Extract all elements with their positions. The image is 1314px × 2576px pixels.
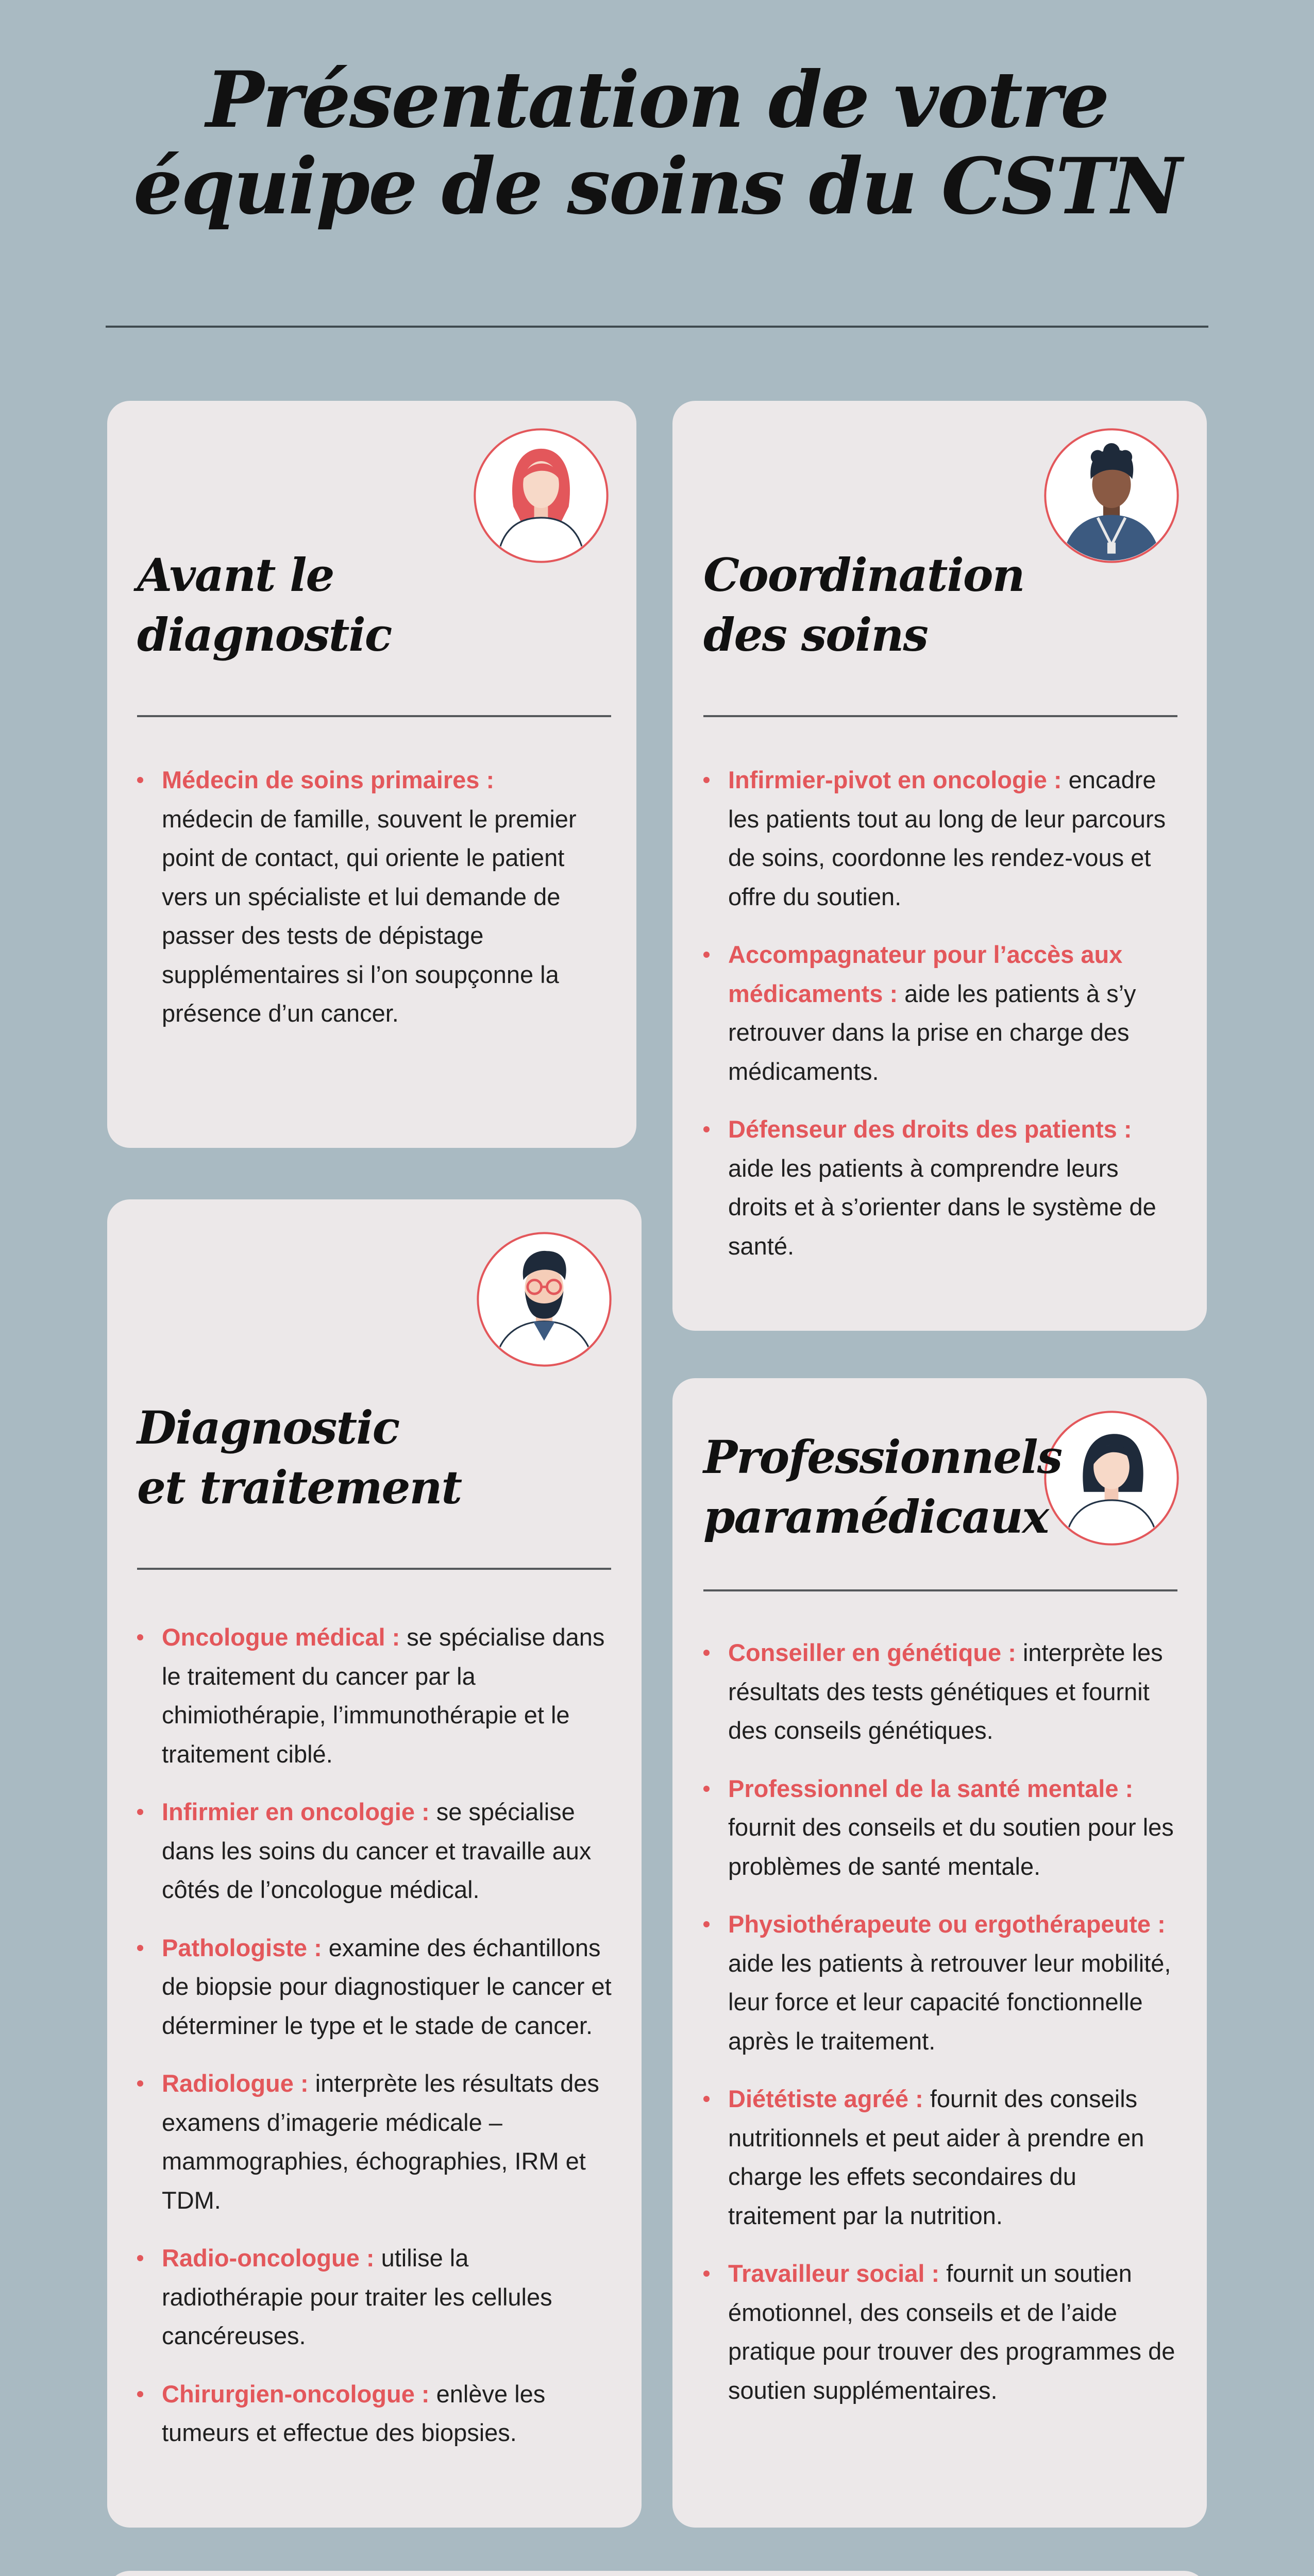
card-avant-diagnostic (107, 401, 636, 1148)
role-term: Infirmier en oncologie : (162, 1798, 430, 1825)
list-item (137, 1792, 614, 1909)
role-term: Professionnel de la santé mentale : (728, 1774, 1134, 1802)
doctor-glasses-beard-icon (475, 1230, 613, 1368)
role-term: Accompagnateur pour l’accès aux médicaments : (728, 941, 1123, 1007)
role-description: fournit un soutien émotionnel, des conseils et de l’aide pratique pour trouver des programmes de soutien supplémentaires. (728, 2260, 1175, 2404)
role-description: aide les patients à comprendre leurs droits et à s’orienter dans le système de santé. (728, 1154, 1156, 1260)
role-description: examine des échantillons de biopsie pour diagnostiquer le cancer et déterminer le type et le stade de cancer. (162, 1934, 612, 2039)
list-item (137, 2064, 614, 2219)
card-divider (703, 715, 1177, 717)
list-item (703, 760, 1170, 916)
card-title-line-1: Diagnostic (137, 1401, 399, 1454)
role-term: Physiothérapeute ou ergothérapeute : (728, 1910, 1166, 1938)
list-item (137, 2239, 614, 2355)
list-item (703, 1905, 1183, 2060)
role-term: Travailleur social : (728, 2260, 940, 2287)
role-description: enlève les tumeurs et effectue des biopsies. (162, 2380, 546, 2446)
role-term: Pathologiste : (162, 1934, 322, 1961)
card-title-line-2: paramédicaux (703, 1490, 1049, 1544)
card-title-line-1: Coordination (703, 548, 1024, 602)
list-item (703, 2079, 1183, 2235)
role-term: Infirmier-pivot en oncologie : (728, 766, 1062, 793)
role-description: aide les patients à s’y retrouver dans la prise en charge des médicaments. (728, 979, 1136, 1085)
role-list (137, 1618, 614, 2471)
woman-red-hair-icon (472, 427, 610, 565)
role-list (703, 760, 1170, 1284)
card-coordination-soins (672, 401, 1207, 1331)
list-item (703, 935, 1170, 1091)
card-divider (703, 1589, 1177, 1591)
card-title-line-2: diagnostic (137, 608, 392, 662)
list-item (703, 1633, 1183, 1750)
role-term: Défenseur des droits des patients : (728, 1115, 1132, 1143)
role-description: aide les patients à retrouver leur mobilité, leur force et leur capacité fonctionnelle après le traitement. (728, 1949, 1171, 2055)
card-title (137, 545, 391, 665)
page-title-line-2: équipe de soins du CSTN (133, 141, 1181, 232)
list-item (137, 1928, 614, 2045)
man-lanyard-icon (1042, 427, 1181, 565)
card-title-line-1: Avant le (137, 548, 334, 602)
card-title (703, 1427, 1062, 1547)
card-title-line-1: Professionnels (703, 1430, 1062, 1484)
title-divider (106, 326, 1208, 328)
page-title (0, 57, 1314, 230)
role-term: Conseiller en génétique : (728, 1639, 1016, 1666)
role-description: interprète les résultats des tests génétiques et fournit des conseils génétiques. (728, 1639, 1163, 1744)
list-item (703, 2254, 1183, 2410)
list-item (137, 760, 591, 1033)
card-divider (137, 715, 611, 717)
woman-bob-hair-icon (1042, 1409, 1181, 1547)
list-item (137, 1618, 614, 1773)
role-term: Diététiste agréé : (728, 2085, 923, 2112)
role-description: interprète les résultats des examens d’imagerie médicale – mammographies, échographies, IRM et TDM. (162, 2070, 599, 2214)
card-title-line-2: et traitement (137, 1461, 462, 1514)
role-description: fournit des conseils nutritionnels et peut aider à prendre en charge les effets secondaires du traitement par la nutrition. (728, 2085, 1144, 2229)
role-list (703, 1633, 1183, 2429)
role-term: Médecin de soins primaires : (162, 766, 495, 793)
role-term: Radio-oncologue : (162, 2244, 375, 2272)
list-item (703, 1769, 1183, 1886)
role-description: fournit des conseils et du soutien pour les problèmes de santé mentale. (728, 1814, 1174, 1880)
card-title (137, 1398, 461, 1517)
card-divider (137, 1568, 611, 1570)
list-item (703, 1110, 1170, 1265)
page-title-line-1: Présentation de votre (206, 55, 1108, 145)
role-description: encadre les patients tout au long de leur parcours de soins, coordonne les rendez-vous et offre du soutien. (728, 766, 1166, 910)
card-professionnels-paramedicaux (672, 1378, 1207, 2528)
role-term: Radiologue : (162, 2070, 309, 2097)
role-description: médecin de famille, souvent le premier point de contact, qui oriente le patient vers un spécialiste et lui demande de passer des tests de dépistage supplémentaires si l’on soupçonne la présence d’un cancer. (162, 805, 577, 1027)
role-list (137, 760, 591, 1052)
role-description: utilise la radiothérapie pour traiter les cellules cancéreuses. (162, 2244, 552, 2349)
card-diagnostic-traitement (107, 1199, 642, 2528)
card-title-line-2: des soins (703, 608, 928, 662)
role-description: se spécialise dans le traitement du cancer par la chimiothérapie, l’immunothérapie et le traitement ciblé. (162, 1623, 605, 1768)
role-description: se spécialise dans les soins du cancer et travaille aux côtés de l’oncologue médical. (162, 1798, 592, 1903)
card-soins-supplementaires (107, 2571, 1207, 2576)
card-title (703, 545, 1024, 665)
role-term: Chirurgien-oncologue : (162, 2380, 430, 2408)
role-term: Oncologue médical : (162, 1623, 400, 1651)
list-item (137, 2375, 614, 2452)
